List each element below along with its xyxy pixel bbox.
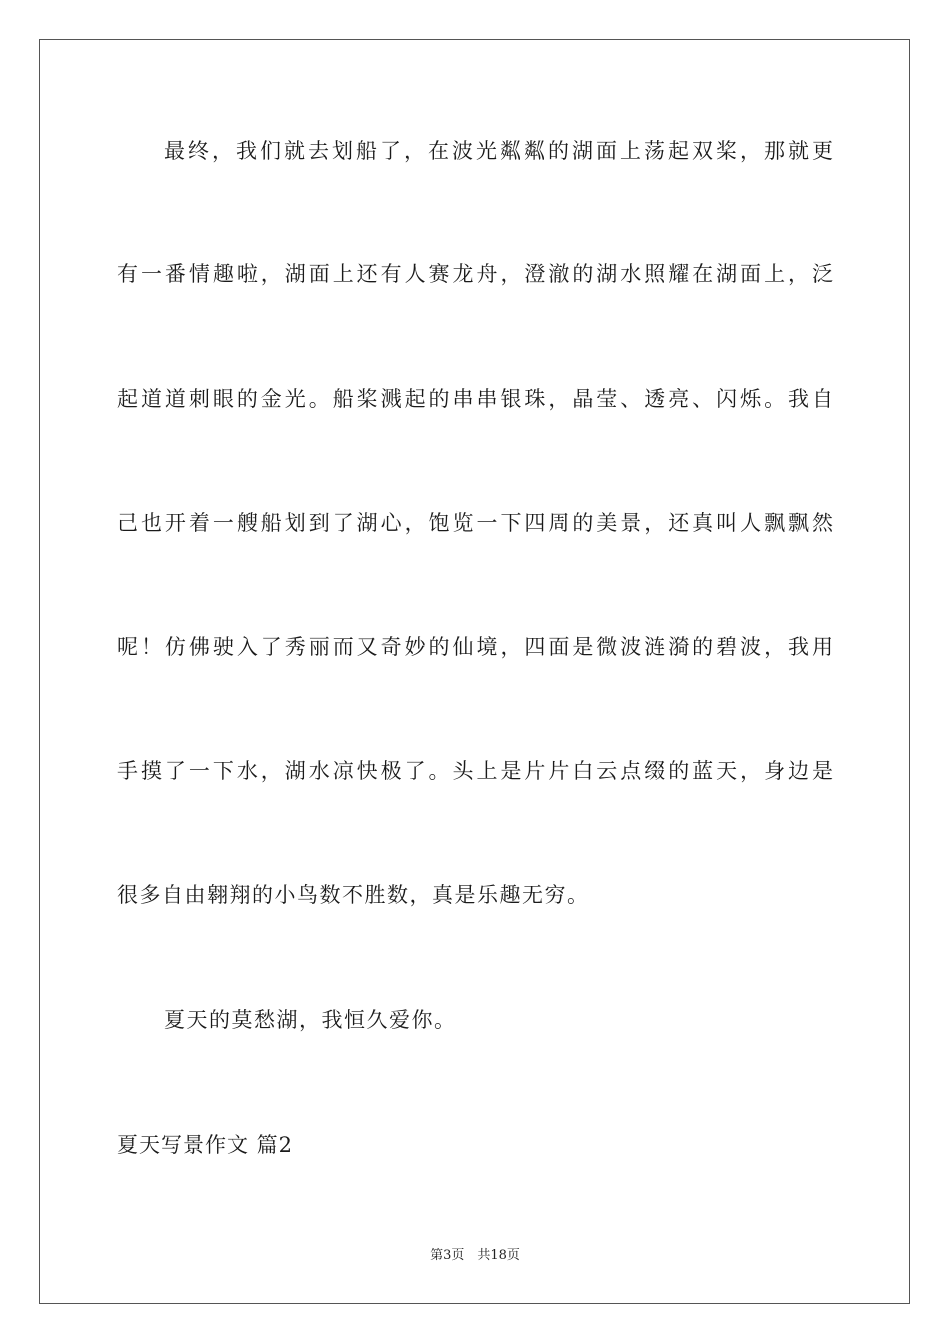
paragraph-line: 己也开着一艘船划到了湖心，饱览一下四周的美景，还真叫人飘飘然: [117, 511, 833, 535]
paragraph-line: 呢！仿佛驶入了秀丽而又奇妙的仙境，四面是微波涟漪的碧波，我用: [117, 635, 833, 659]
paragraph-line: 手摸了一下水，湖水凉快极了。头上是片片白云点缀的蓝天，身边是: [117, 759, 833, 783]
paragraph-line: 有一番情趣啦，湖面上还有人赛龙舟，澄澈的湖水照耀在湖面上，泛: [117, 262, 833, 286]
page-number-footer: 第3页 共18页: [430, 1248, 520, 1263]
closing-paragraph: 夏天的莫愁湖，我恒久爱你。: [164, 1008, 457, 1032]
section-heading: 夏天写景作文 篇2: [117, 1133, 294, 1157]
paragraph-line: 起道道刺眼的金光。船桨溅起的串串银珠，晶莹、透亮、闪烁。我自: [117, 387, 833, 411]
paragraph-line: 很多自由翱翔的小鸟数不胜数，真是乐趣无穷。: [117, 883, 590, 907]
paragraph-line: 最终，我们就去划船了，在波光粼粼的湖面上荡起双桨，那就更: [164, 139, 833, 163]
page-border: [39, 39, 910, 1304]
